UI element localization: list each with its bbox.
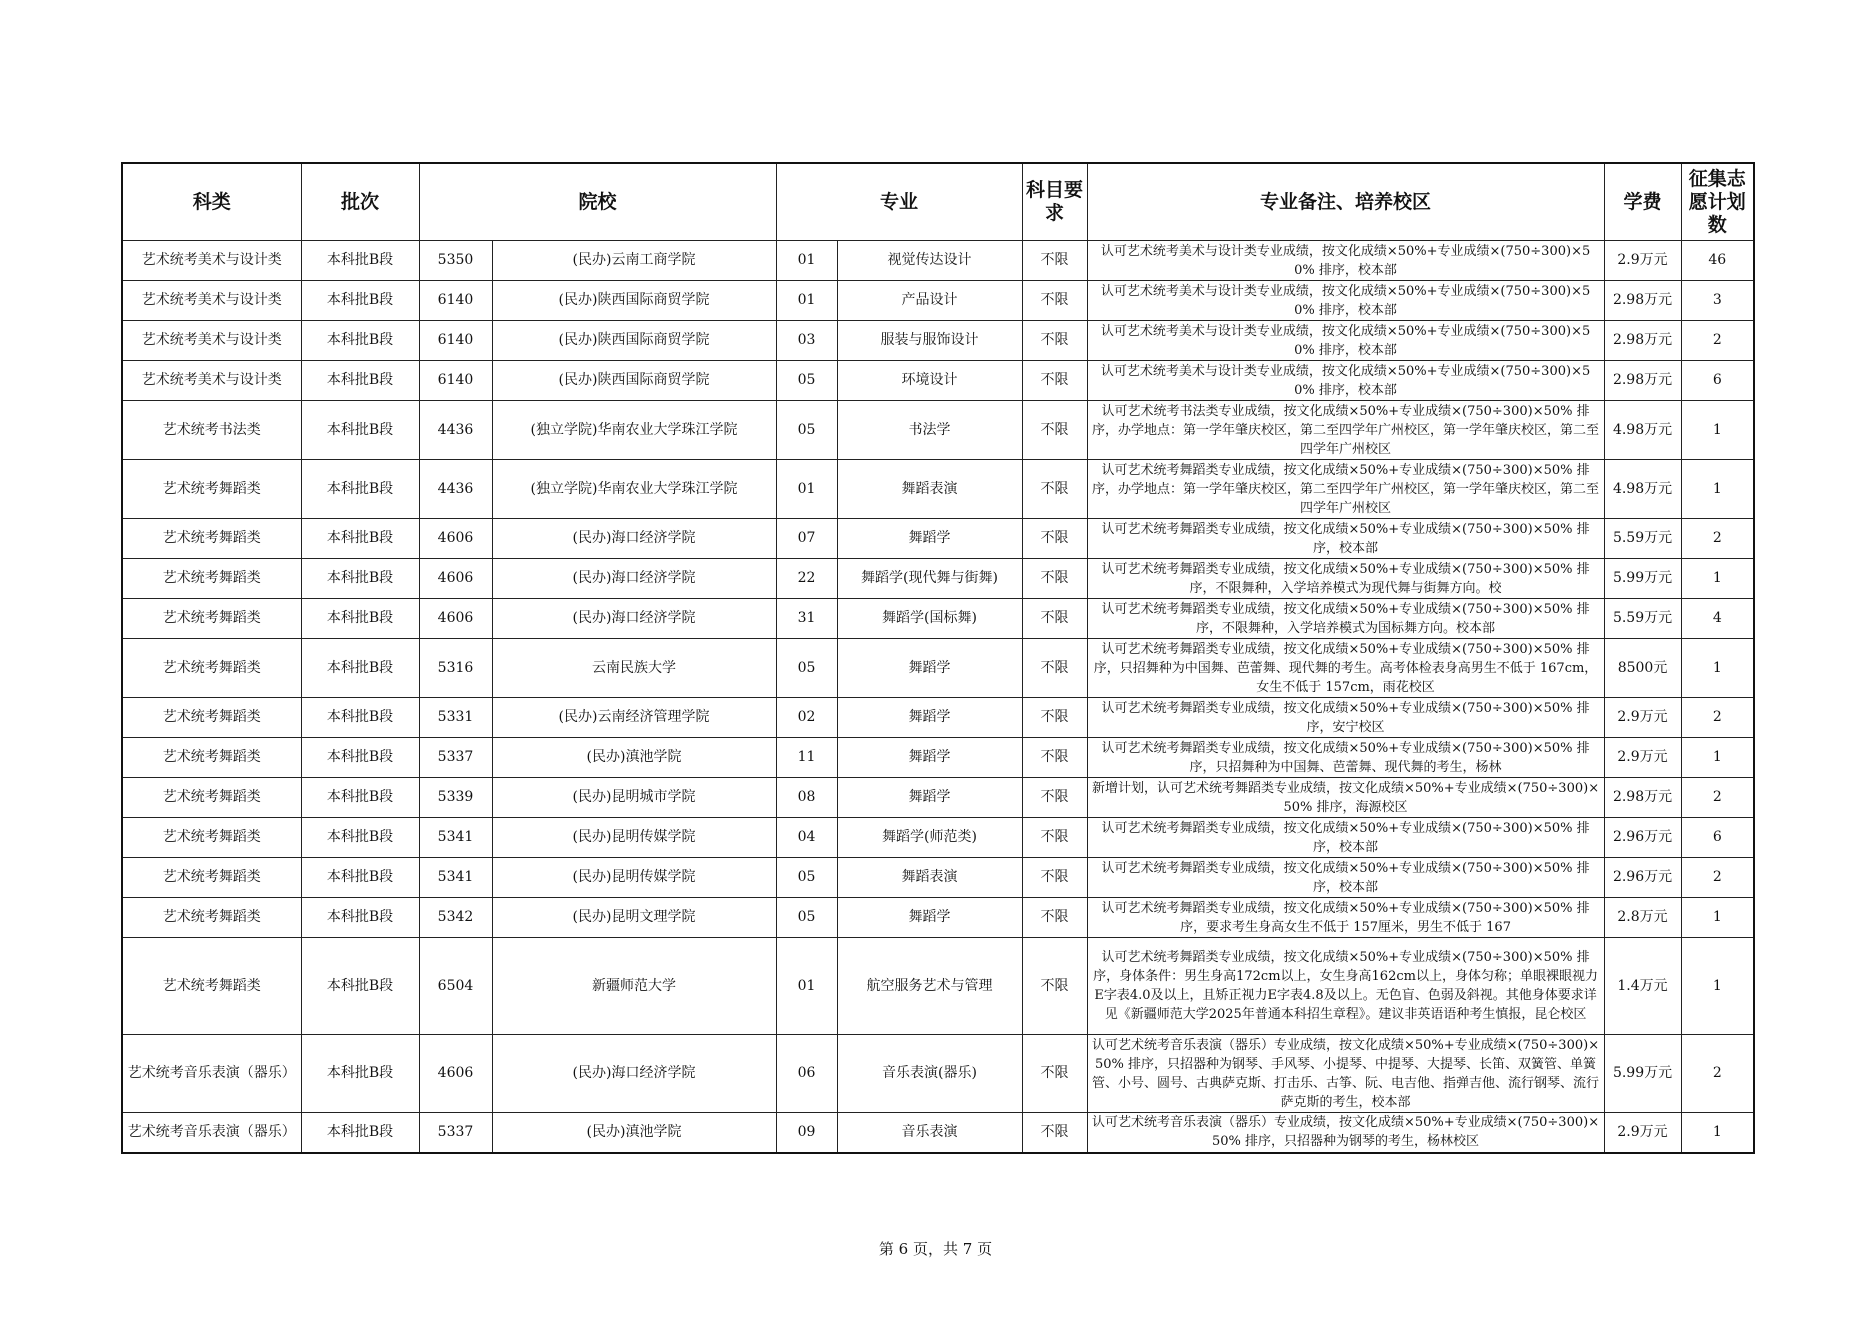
major-name-cell: 书法学: [837, 401, 1022, 460]
table-row: [122, 401, 1754, 460]
tuition-cell: 2.98万元: [1604, 778, 1681, 818]
plan-count-cell: 2: [1681, 1035, 1754, 1113]
major-name-cell: 舞蹈学: [837, 898, 1022, 938]
remarks-cell: 认可艺术统考音乐表演（器乐）专业成绩，按文化成绩×50%+专业成绩×(750÷300)×50% 排序，只招器种为钢琴的考生，杨林校区: [1087, 1113, 1604, 1153]
header-remarks-campus: 专业备注、培养校区: [1087, 163, 1604, 241]
tuition-cell: 5.99万元: [1604, 1035, 1681, 1113]
batch-cell: 本科批B段: [301, 738, 419, 778]
remarks-cell: 认可艺术统考音乐表演（器乐）专业成绩，按文化成绩×50%+专业成绩×(750÷300)×50% 排序，只招器种为钢琴、手风琴、小提琴、中提琴、大提琴、长笛、双簧管、单簧管、小号、圆号、古典萨克斯、打击乐、古筝、阮、电吉他、指弹吉他、流行钢琴、流行萨克斯的考生，校本部: [1087, 1035, 1604, 1113]
plan-count-cell: 2: [1681, 321, 1754, 361]
plan-count-cell: 1: [1681, 639, 1754, 698]
plan-count-cell: 46: [1681, 241, 1754, 281]
subject-requirement-cell: 不限: [1022, 519, 1087, 559]
school-code-cell: 6140: [419, 321, 492, 361]
subject-requirement-cell: 不限: [1022, 639, 1087, 698]
subject-requirement-cell: 不限: [1022, 1035, 1087, 1113]
major-name-cell: 产品设计: [837, 281, 1022, 321]
remarks-cell: 认可艺术统考书法类专业成绩，按文化成绩×50%+专业成绩×(750÷300)×50% 排序，办学地点：第一学年肇庆校区，第二至四学年广州校区，第一学年肇庆校区，第二至四学年广州校区: [1087, 401, 1604, 460]
category-cell: 艺术统考舞蹈类: [122, 818, 301, 858]
batch-cell: 本科批B段: [301, 858, 419, 898]
plan-count-cell: 1: [1681, 738, 1754, 778]
plan-count-cell: 2: [1681, 519, 1754, 559]
table-row: [122, 898, 1754, 938]
major-code-cell: 05: [776, 639, 837, 698]
school-code-cell: 4606: [419, 1035, 492, 1113]
remarks-cell: 认可艺术统考舞蹈类专业成绩，按文化成绩×50%+专业成绩×(750÷300)×50% 排序，校本部: [1087, 519, 1604, 559]
major-name-cell: 舞蹈学(国标舞): [837, 599, 1022, 639]
batch-cell: 本科批B段: [301, 281, 419, 321]
school-name-cell: (民办)昆明传媒学院: [492, 858, 776, 898]
remarks-cell: 认可艺术统考美术与设计类专业成绩，按文化成绩×50%+专业成绩×(750÷300)×50% 排序，校本部: [1087, 321, 1604, 361]
category-cell: 艺术统考舞蹈类: [122, 599, 301, 639]
category-cell: 艺术统考舞蹈类: [122, 858, 301, 898]
school-name-cell: (独立学院)华南农业大学珠江学院: [492, 460, 776, 519]
header-category: 科类: [122, 163, 301, 241]
plan-count-cell: 1: [1681, 898, 1754, 938]
school-name-cell: (民办)云南工商学院: [492, 241, 776, 281]
header-subject-requirement: 科目要求: [1022, 163, 1087, 241]
school-name-cell: (民办)陕西国际商贸学院: [492, 361, 776, 401]
batch-cell: 本科批B段: [301, 241, 419, 281]
tuition-cell: 2.98万元: [1604, 321, 1681, 361]
school-name-cell: (民办)昆明城市学院: [492, 778, 776, 818]
table-row: [122, 778, 1754, 818]
category-cell: 艺术统考舞蹈类: [122, 559, 301, 599]
subject-requirement-cell: 不限: [1022, 898, 1087, 938]
subject-requirement-cell: 不限: [1022, 241, 1087, 281]
remarks-cell: 认可艺术统考舞蹈类专业成绩，按文化成绩×50%+专业成绩×(750÷300)×50% 排序，只招舞种为中国舞、芭蕾舞、现代舞的考生，杨林: [1087, 738, 1604, 778]
table-row: [122, 639, 1754, 698]
remarks-cell: 认可艺术统考舞蹈类专业成绩，按文化成绩×50%+专业成绩×(750÷300)×50% 排序，校本部: [1087, 818, 1604, 858]
school-name-cell: 新疆师范大学: [492, 938, 776, 1035]
plan-count-cell: 6: [1681, 361, 1754, 401]
major-name-cell: 服装与服饰设计: [837, 321, 1022, 361]
subject-requirement-cell: 不限: [1022, 401, 1087, 460]
school-code-cell: 5341: [419, 818, 492, 858]
subject-requirement-cell: 不限: [1022, 858, 1087, 898]
batch-cell: 本科批B段: [301, 460, 419, 519]
school-name-cell: (民办)海口经济学院: [492, 519, 776, 559]
plan-count-cell: 2: [1681, 858, 1754, 898]
category-cell: 艺术统考舞蹈类: [122, 698, 301, 738]
category-cell: 艺术统考舞蹈类: [122, 639, 301, 698]
category-cell: 艺术统考舞蹈类: [122, 938, 301, 1035]
school-code-cell: 6140: [419, 281, 492, 321]
school-code-cell: 4436: [419, 460, 492, 519]
major-code-cell: 01: [776, 460, 837, 519]
school-code-cell: 5342: [419, 898, 492, 938]
plan-count-cell: 4: [1681, 599, 1754, 639]
plan-count-cell: 1: [1681, 1113, 1754, 1153]
tuition-cell: 2.96万元: [1604, 858, 1681, 898]
category-cell: 艺术统考美术与设计类: [122, 321, 301, 361]
major-code-cell: 07: [776, 519, 837, 559]
table-row: [122, 281, 1754, 321]
school-name-cell: (民办)陕西国际商贸学院: [492, 321, 776, 361]
major-name-cell: 舞蹈学: [837, 738, 1022, 778]
major-code-cell: 22: [776, 559, 837, 599]
remarks-cell: 认可艺术统考舞蹈类专业成绩，按文化成绩×50%+专业成绩×(750÷300)×50% 排序，要求考生身高女生不低于 157厘米，男生不低于 167: [1087, 898, 1604, 938]
batch-cell: 本科批B段: [301, 938, 419, 1035]
plan-count-cell: 1: [1681, 559, 1754, 599]
category-cell: 艺术统考舞蹈类: [122, 778, 301, 818]
school-code-cell: 5350: [419, 241, 492, 281]
subject-requirement-cell: 不限: [1022, 778, 1087, 818]
major-name-cell: 舞蹈学: [837, 698, 1022, 738]
tuition-cell: 1.4万元: [1604, 938, 1681, 1035]
school-code-cell: 5339: [419, 778, 492, 818]
school-code-cell: 5331: [419, 698, 492, 738]
tuition-cell: 2.9万元: [1604, 1113, 1681, 1153]
batch-cell: 本科批B段: [301, 698, 419, 738]
batch-cell: 本科批B段: [301, 559, 419, 599]
subject-requirement-cell: 不限: [1022, 698, 1087, 738]
category-cell: 艺术统考美术与设计类: [122, 241, 301, 281]
tuition-cell: 2.9万元: [1604, 738, 1681, 778]
school-name-cell: (独立学院)华南农业大学珠江学院: [492, 401, 776, 460]
major-name-cell: 舞蹈学(师范类): [837, 818, 1022, 858]
batch-cell: 本科批B段: [301, 898, 419, 938]
subject-requirement-cell: 不限: [1022, 321, 1087, 361]
plan-count-cell: 6: [1681, 818, 1754, 858]
school-name-cell: (民办)陕西国际商贸学院: [492, 281, 776, 321]
table-row: [122, 818, 1754, 858]
tuition-cell: 2.96万元: [1604, 818, 1681, 858]
school-code-cell: 4606: [419, 599, 492, 639]
category-cell: 艺术统考舞蹈类: [122, 519, 301, 559]
tuition-cell: 2.98万元: [1604, 361, 1681, 401]
tuition-cell: 5.59万元: [1604, 599, 1681, 639]
school-code-cell: 5341: [419, 858, 492, 898]
school-code-cell: 5316: [419, 639, 492, 698]
major-name-cell: 环境设计: [837, 361, 1022, 401]
major-code-cell: 09: [776, 1113, 837, 1153]
batch-cell: 本科批B段: [301, 639, 419, 698]
tuition-cell: 2.8万元: [1604, 898, 1681, 938]
school-name-cell: (民办)云南经济管理学院: [492, 698, 776, 738]
table-row: [122, 519, 1754, 559]
remarks-cell: 认可艺术统考舞蹈类专业成绩，按文化成绩×50%+专业成绩×(750÷300)×50% 排序，安宁校区: [1087, 698, 1604, 738]
remarks-cell: 认可艺术统考舞蹈类专业成绩，按文化成绩×50%+专业成绩×(750÷300)×50% 排序，不限舞种，入学培养模式为国标舞方向。校本部: [1087, 599, 1604, 639]
header-row: [122, 163, 1754, 241]
plan-count-cell: 2: [1681, 778, 1754, 818]
subject-requirement-cell: 不限: [1022, 559, 1087, 599]
tuition-cell: 2.9万元: [1604, 241, 1681, 281]
category-cell: 艺术统考舞蹈类: [122, 738, 301, 778]
batch-cell: 本科批B段: [301, 401, 419, 460]
remarks-cell: 认可艺术统考舞蹈类专业成绩，按文化成绩×50%+专业成绩×(750÷300)×50% 排序，校本部: [1087, 858, 1604, 898]
table-row: [122, 738, 1754, 778]
major-name-cell: 舞蹈表演: [837, 858, 1022, 898]
school-name-cell: (民办)昆明传媒学院: [492, 818, 776, 858]
category-cell: 艺术统考舞蹈类: [122, 460, 301, 519]
subject-requirement-cell: 不限: [1022, 818, 1087, 858]
remarks-cell: 认可艺术统考美术与设计类专业成绩，按文化成绩×50%+专业成绩×(750÷300)×50% 排序，校本部: [1087, 241, 1604, 281]
tuition-cell: 2.98万元: [1604, 281, 1681, 321]
major-code-cell: 05: [776, 401, 837, 460]
major-code-cell: 06: [776, 1035, 837, 1113]
remarks-cell: 认可艺术统考舞蹈类专业成绩，按文化成绩×50%+专业成绩×(750÷300)×50% 排序，办学地点：第一学年肇庆校区，第二至四学年广州校区，第一学年肇庆校区，第二至四学年广州校区: [1087, 460, 1604, 519]
remarks-cell: 新增计划，认可艺术统考舞蹈类专业成绩，按文化成绩×50%+专业成绩×(750÷300)×50% 排序，海源校区: [1087, 778, 1604, 818]
table-row: [122, 559, 1754, 599]
remarks-cell: 认可艺术统考美术与设计类专业成绩，按文化成绩×50%+专业成绩×(750÷300)×50% 排序，校本部: [1087, 361, 1604, 401]
table-row: [122, 858, 1754, 898]
page-footer: 第 6 页，共 7 页: [878, 1240, 993, 1258]
batch-cell: 本科批B段: [301, 1113, 419, 1153]
major-name-cell: 航空服务艺术与管理: [837, 938, 1022, 1035]
school-name-cell: 云南民族大学: [492, 639, 776, 698]
major-name-cell: 视觉传达设计: [837, 241, 1022, 281]
tuition-cell: 4.98万元: [1604, 401, 1681, 460]
school-name-cell: (民办)海口经济学院: [492, 559, 776, 599]
school-code-cell: 6140: [419, 361, 492, 401]
batch-cell: 本科批B段: [301, 778, 419, 818]
major-code-cell: 11: [776, 738, 837, 778]
plan-count-cell: 3: [1681, 281, 1754, 321]
major-name-cell: 舞蹈表演: [837, 460, 1022, 519]
remarks-cell: 认可艺术统考舞蹈类专业成绩，按文化成绩×50%+专业成绩×(750÷300)×50% 排序，只招舞种为中国舞、芭蕾舞、现代舞的考生。高考体检表身高男生不低于 167cm，女生不低于 157cm，雨花校区: [1087, 639, 1604, 698]
remarks-cell: 认可艺术统考舞蹈类专业成绩，按文化成绩×50%+专业成绩×(750÷300)×50% 排序，身体条件：男生身高172cm以上，女生身高162cm以上，身体匀称；单眼裸眼视力E字表4.0及以上，且矫正视力E字表4.8及以上。无色盲、色弱及斜视。其他身体要求详见《新疆师范大学2025年普通本科招生章程》。建议非英语语种考生慎报，昆仑校区: [1087, 938, 1604, 1035]
major-code-cell: 05: [776, 361, 837, 401]
plan-count-cell: 1: [1681, 938, 1754, 1035]
school-code-cell: 4606: [419, 519, 492, 559]
school-name-cell: (民办)滇池学院: [492, 738, 776, 778]
major-code-cell: 31: [776, 599, 837, 639]
category-cell: 艺术统考音乐表演（器乐）: [122, 1113, 301, 1153]
header-batch: 批次: [301, 163, 419, 241]
major-code-cell: 08: [776, 778, 837, 818]
table-row: [122, 1035, 1754, 1113]
tuition-cell: 5.99万元: [1604, 559, 1681, 599]
major-name-cell: 音乐表演(器乐): [837, 1035, 1022, 1113]
major-code-cell: 01: [776, 281, 837, 321]
table-row: [122, 241, 1754, 281]
major-name-cell: 音乐表演: [837, 1113, 1022, 1153]
table-row: [122, 698, 1754, 738]
batch-cell: 本科批B段: [301, 599, 419, 639]
table-row: [122, 361, 1754, 401]
school-name-cell: (民办)海口经济学院: [492, 599, 776, 639]
table-body: [122, 241, 1754, 1153]
batch-cell: 本科批B段: [301, 1035, 419, 1113]
category-cell: 艺术统考美术与设计类: [122, 361, 301, 401]
tuition-cell: 2.9万元: [1604, 698, 1681, 738]
school-code-cell: 5337: [419, 1113, 492, 1153]
tuition-cell: 4.98万元: [1604, 460, 1681, 519]
remarks-cell: 认可艺术统考美术与设计类专业成绩，按文化成绩×50%+专业成绩×(750÷300)×50% 排序，校本部: [1087, 281, 1604, 321]
category-cell: 艺术统考美术与设计类: [122, 281, 301, 321]
school-name-cell: (民办)海口经济学院: [492, 1035, 776, 1113]
major-code-cell: 05: [776, 858, 837, 898]
plan-count-cell: 1: [1681, 401, 1754, 460]
major-code-cell: 02: [776, 698, 837, 738]
batch-cell: 本科批B段: [301, 519, 419, 559]
school-code-cell: 5337: [419, 738, 492, 778]
subject-requirement-cell: 不限: [1022, 281, 1087, 321]
category-cell: 艺术统考舞蹈类: [122, 898, 301, 938]
batch-cell: 本科批B段: [301, 321, 419, 361]
table-row: [122, 1113, 1754, 1153]
subject-requirement-cell: 不限: [1022, 361, 1087, 401]
tuition-cell: 8500元: [1604, 639, 1681, 698]
batch-cell: 本科批B段: [301, 818, 419, 858]
subject-requirement-cell: 不限: [1022, 738, 1087, 778]
table-row: [122, 321, 1754, 361]
subject-requirement-cell: 不限: [1022, 938, 1087, 1035]
table-row: [122, 599, 1754, 639]
school-name-cell: (民办)昆明文理学院: [492, 898, 776, 938]
batch-cell: 本科批B段: [301, 361, 419, 401]
table-row: [122, 460, 1754, 519]
table-row: [122, 938, 1754, 1035]
school-code-cell: 4606: [419, 559, 492, 599]
header-major: 专业: [776, 163, 1022, 241]
major-code-cell: 04: [776, 818, 837, 858]
plan-count-cell: 1: [1681, 460, 1754, 519]
major-code-cell: 03: [776, 321, 837, 361]
subject-requirement-cell: 不限: [1022, 599, 1087, 639]
major-name-cell: 舞蹈学: [837, 519, 1022, 559]
subject-requirement-cell: 不限: [1022, 1113, 1087, 1153]
major-code-cell: 01: [776, 241, 837, 281]
category-cell: 艺术统考书法类: [122, 401, 301, 460]
tuition-cell: 5.59万元: [1604, 519, 1681, 559]
school-code-cell: 4436: [419, 401, 492, 460]
major-name-cell: 舞蹈学: [837, 639, 1022, 698]
subject-requirement-cell: 不限: [1022, 460, 1087, 519]
major-name-cell: 舞蹈学: [837, 778, 1022, 818]
school-name-cell: (民办)滇池学院: [492, 1113, 776, 1153]
header-plan-count: 征集志愿计划数: [1681, 163, 1754, 241]
category-cell: 艺术统考音乐表演（器乐）: [122, 1035, 301, 1113]
major-code-cell: 01: [776, 938, 837, 1035]
remarks-cell: 认可艺术统考舞蹈类专业成绩，按文化成绩×50%+专业成绩×(750÷300)×50% 排序，不限舞种，入学培养模式为现代舞与街舞方向。校: [1087, 559, 1604, 599]
major-name-cell: 舞蹈学(现代舞与街舞): [837, 559, 1022, 599]
header-school: 院校: [419, 163, 776, 241]
admission-table: [121, 162, 1755, 1154]
plan-count-cell: 2: [1681, 698, 1754, 738]
school-code-cell: 6504: [419, 938, 492, 1035]
major-code-cell: 05: [776, 898, 837, 938]
header-tuition: 学费: [1604, 163, 1681, 241]
